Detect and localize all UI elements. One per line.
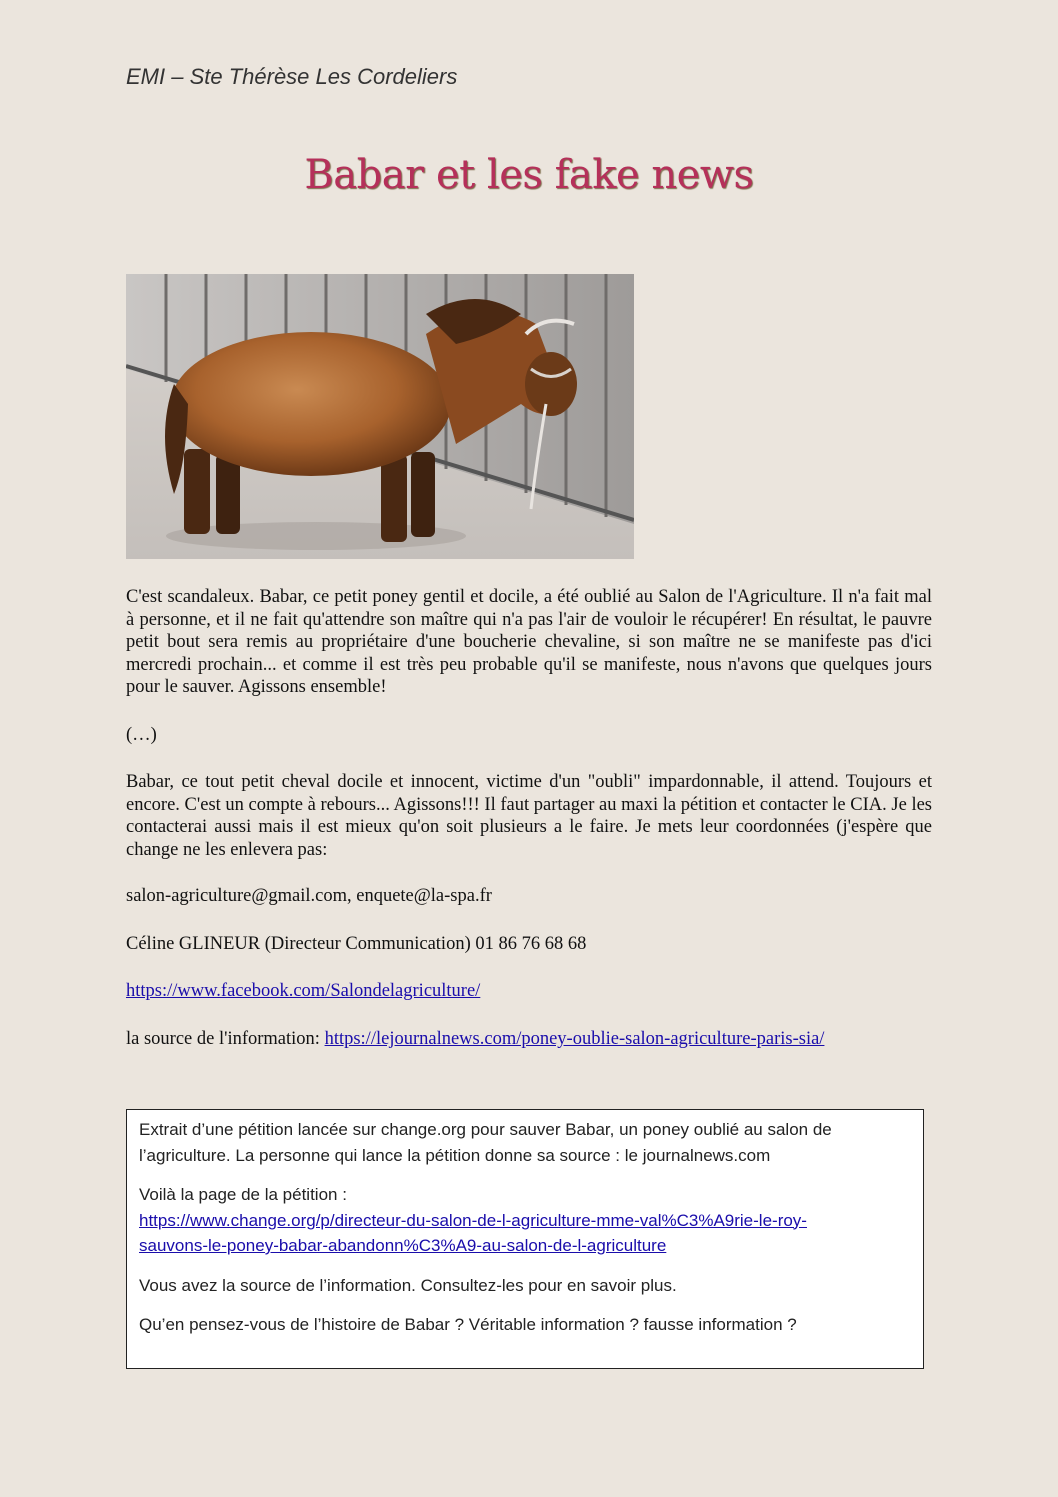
- petition-link-line-1: https://www.change.org/p/directeur-du-salon-de-l-agriculture-mme-val%C3%A9rie-le-roy-: [139, 1210, 807, 1230]
- contact-person: Céline GLINEUR (Directeur Communication) 01 86 76 68 68: [126, 934, 587, 954]
- article-paragraph-1: C'est scandaleux. Babar, ce petit poney gentil et docile, a été oublié au Salon de l'Agriculture. Il n'a fait mal à personne, et il ne fait qu'attendre son maître qui n'a pas l'air de vouloir le récupérer! En résultat, le pauvre petit bout sera remis au propriétaire d'une boucherie chevaline, si son maître ne se manifeste pas d'ici mercredi prochain... et comme il est très peu probable qu'il se manifeste, nous n'avons que quelques jours pour le sauver. Agissons ensemble!: [126, 587, 932, 697]
- petition-link[interactable]: [139, 1211, 807, 1256]
- article-ellipsis: (…): [126, 725, 157, 745]
- box-question: Qu’en pensez-vous de l’histoire de Babar ? Véritable information ? fausse information ?: [139, 1315, 797, 1334]
- pony-photo: [126, 274, 634, 559]
- source-link[interactable]: https://lejournalnews.com/poney-oublie-salon-agriculture-paris-sia/: [324, 1029, 825, 1049]
- petition-label: Voilà la page de la pétition :: [139, 1185, 347, 1204]
- page-title: Babar et les fake news: [304, 152, 754, 198]
- source-label: la source de l'information:: [126, 1029, 325, 1049]
- petition-box: [126, 1109, 924, 1369]
- article-paragraph-2: Babar, ce tout petit cheval docile et innocent, victime d'un "oubli" impardonnable, il attend. Toujours et encore. C'est un compte à rebours... Agissons!!! Il faut partager au maxi la pétition et contacter le CIA. Je les contacterai aussi mais il est mieux qu'on soit plusieurs a le faire. Je mets leur coordonnées (j'espère que change ne les enlevera pas:: [126, 772, 932, 860]
- source-paragraph: [126, 1028, 932, 1051]
- contact-emails: salon-agriculture@gmail.com, enquete@la-spa.fr: [126, 886, 492, 906]
- petition-link-line-2: sauvons-le-poney-babar-abandonn%C3%A9-au-salon-de-l-agriculture: [139, 1236, 667, 1255]
- box-petition-paragraph: [139, 1182, 911, 1259]
- box-intro: Extrait d’une pétition lancée sur change.org pour sauver Babar, un poney oublié au salon de l’agriculture. La personne qui lance la pétition donne sa source : le journalnews.com: [139, 1120, 832, 1165]
- box-source-note: Vous avez la source de l’information. Consultez-les pour en savoir plus.: [139, 1275, 677, 1295]
- facebook-link[interactable]: https://www.facebook.com/Salondelagriculture/: [126, 981, 481, 1001]
- page-header: EMI – Ste Thérèse Les Cordeliers: [126, 64, 458, 89]
- facebook-paragraph: [126, 980, 932, 1003]
